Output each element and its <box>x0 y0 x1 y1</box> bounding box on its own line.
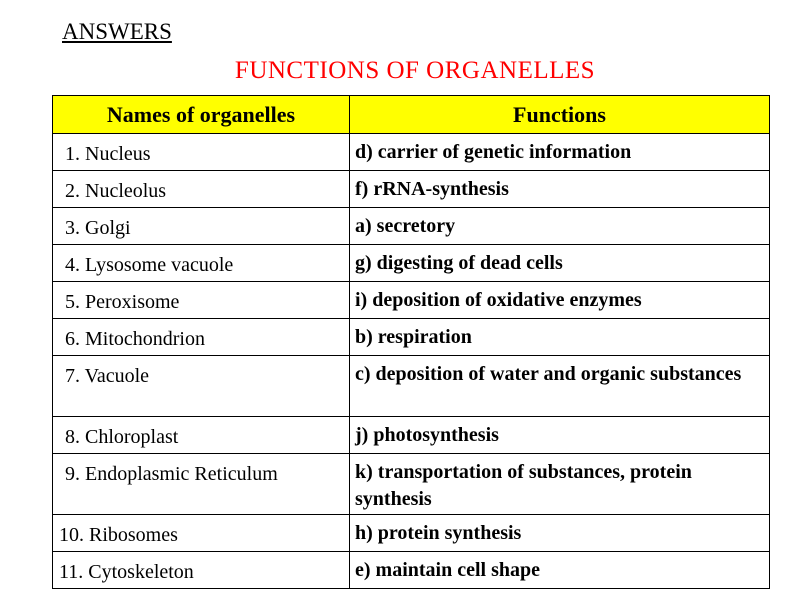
organelle-function: g) digesting of dead cells <box>350 245 770 282</box>
organelle-name: 9. Endoplasmic Reticulum <box>53 454 350 515</box>
organelle-function: i) deposition of oxidative enzymes <box>350 282 770 319</box>
organelle-function: d) carrier of genetic information <box>350 134 770 171</box>
organelle-name: 6. Mitochondrion <box>53 319 350 356</box>
organelle-name: 4. Lysosome vacuole <box>53 245 350 282</box>
organelle-name: 8. Chloroplast <box>53 417 350 454</box>
organelle-name: 2. Nucleolus <box>53 171 350 208</box>
organelle-name: 10. Ribosomes <box>53 515 350 552</box>
organelle-function: c) deposition of water and organic substances <box>350 356 770 417</box>
organelle-name: 3. Golgi <box>53 208 350 245</box>
organelle-function: h) protein synthesis <box>350 515 770 552</box>
answers-heading: ANSWERS <box>62 19 172 44</box>
organelle-name: 11. Cytoskeleton <box>53 552 350 589</box>
table-header-row <box>53 96 770 134</box>
organelle-name: 7. Vacuole <box>53 356 350 417</box>
organelle-name: 1. Nucleus <box>53 134 350 171</box>
table-row <box>53 454 770 515</box>
table-row <box>53 171 770 208</box>
header-functions: Functions <box>350 96 770 134</box>
table-row <box>53 356 770 417</box>
organelle-function: j) photosynthesis <box>350 417 770 454</box>
organelles-table <box>52 95 770 589</box>
organelle-function: b) respiration <box>350 319 770 356</box>
organelle-function: k) transportation of substances, protein synthesis <box>350 454 770 515</box>
table-row <box>53 245 770 282</box>
organelle-function: e) maintain cell shape <box>350 552 770 589</box>
table-row <box>53 282 770 319</box>
page-title: FUNCTIONS OF ORGANELLES <box>234 57 596 84</box>
organelle-function: f) rRNA-synthesis <box>350 171 770 208</box>
organelle-function: a) secretory <box>350 208 770 245</box>
table-row <box>53 319 770 356</box>
table-row <box>53 208 770 245</box>
table-row <box>53 552 770 589</box>
table-row <box>53 417 770 454</box>
organelle-name: 5. Peroxisome <box>53 282 350 319</box>
table-row <box>53 515 770 552</box>
table-row <box>53 134 770 171</box>
header-names: Names of organelles <box>53 96 350 134</box>
